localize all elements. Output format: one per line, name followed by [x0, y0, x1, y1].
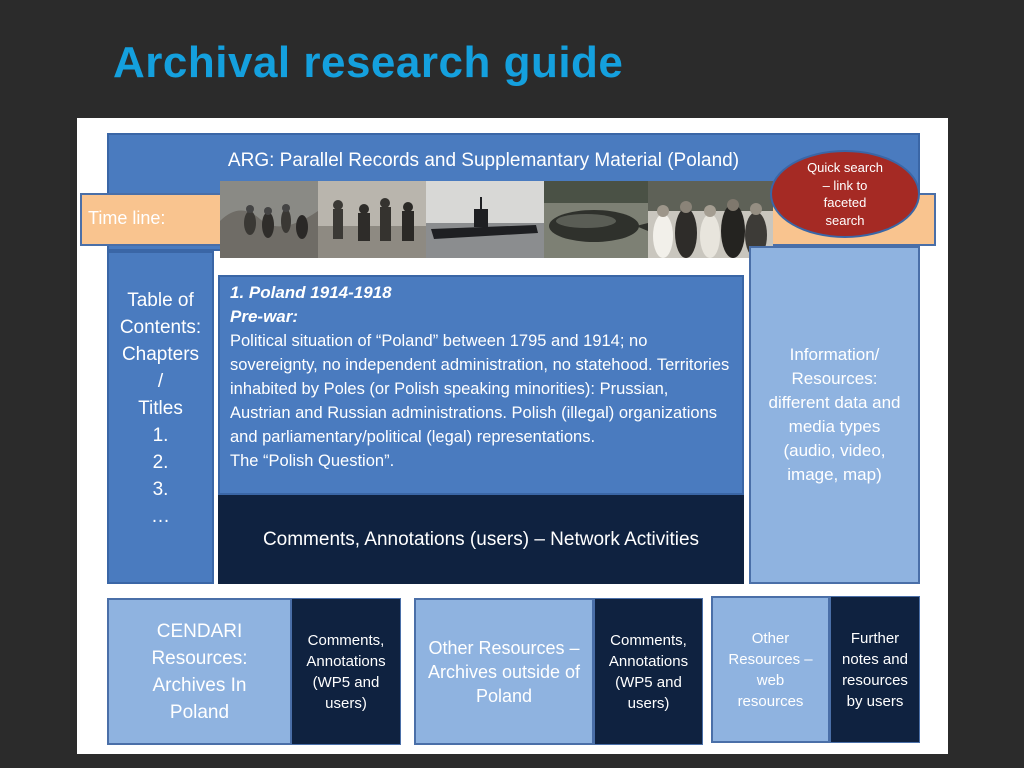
toc-line: / — [157, 371, 164, 392]
toc-line: Titles — [138, 398, 183, 419]
toc-ellipsis: … — [151, 506, 170, 527]
other-archives-box[interactable]: Other Resources – Archives outside of Poland — [414, 598, 594, 745]
shell-photo — [544, 181, 648, 258]
toc-line: Table of — [127, 290, 194, 311]
toc-line: Contents: — [119, 317, 202, 338]
chapter-heading: 1. Poland 1914-1918 — [230, 283, 392, 302]
toc-chapter-1[interactable]: 1. — [152, 425, 169, 446]
chapter-content — [218, 275, 744, 495]
soldiers-trench-photo — [220, 181, 318, 258]
information-resources-box[interactable]: Information/ Resources: different data and media types (audio, video, image, map) — [749, 246, 920, 584]
soldiers-field-photo — [318, 181, 426, 258]
chapter-body: Political situation of “Poland” between 1795 and 1914; no sovereignty, no independent administration, no statehood. Territories inhabited by Poles (or Polish speaking minorities): Prussian, Austrian and Russian administrations. Polish (illegal) organizations and parliamentary/political (legal) representations. — [230, 332, 730, 446]
further-notes-box[interactable]: Further notes and resources by users — [830, 596, 920, 743]
toc-line: Chapters — [121, 344, 200, 365]
comments-box-2[interactable]: Comments, Annotations (WP5 and users) — [594, 598, 703, 745]
toc-chapter-3[interactable]: 3. — [152, 479, 169, 500]
chapter-subheading: Pre-war: — [230, 307, 299, 326]
timeline-label: Time line: — [88, 208, 166, 228]
comments-box-1[interactable]: Comments, Annotations (WP5 and users) — [291, 598, 401, 745]
cendari-resources-box[interactable]: CENDARI Resources: Archives In Poland — [107, 598, 292, 745]
chapter-closing: The “Polish Question”. — [230, 452, 395, 470]
header-title: ARG: Parallel Records and Supplemantary Material (Poland) — [227, 150, 740, 171]
table-of-contents[interactable] — [107, 251, 214, 584]
web-resources-box[interactable]: Other Resources – web resources — [711, 596, 830, 743]
slide-title: Archival research guide — [113, 38, 624, 87]
submarine-photo — [426, 181, 544, 258]
photo-strip — [220, 181, 773, 258]
quick-search-button[interactable]: Quick search – link to faceted search — [770, 150, 920, 238]
comments-annotations-bar[interactable]: Comments, Annotations (users) – Network Activities — [218, 495, 744, 584]
toc-chapter-2[interactable]: 2. — [152, 452, 169, 473]
